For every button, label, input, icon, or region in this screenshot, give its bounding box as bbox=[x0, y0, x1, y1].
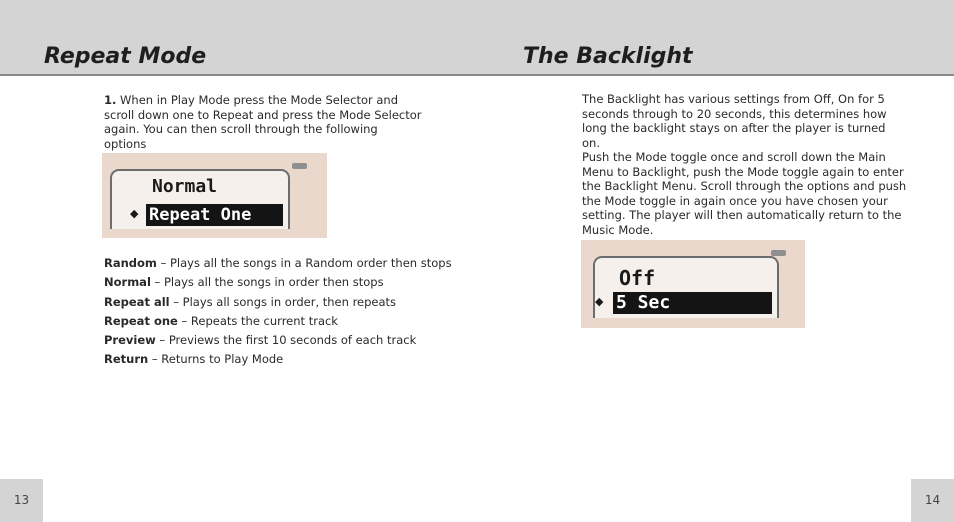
selection-arrow-icon: ◆ bbox=[595, 295, 604, 308]
option-repeat-all: Repeat all – Plays all songs in order, then repeats bbox=[104, 295, 397, 309]
lcd-option-off: Off bbox=[619, 266, 656, 290]
battery-icon bbox=[292, 163, 307, 169]
repeat-mode-title: Repeat Mode bbox=[44, 44, 207, 69]
backlight-lcd-screen bbox=[581, 240, 805, 328]
step-text: When in Play Mode press the Mode Selector and scroll down one to Repeat and press the Mode Selector again. You can then scroll through the following options bbox=[104, 93, 422, 151]
option-preview: Preview – Previews the first 10 seconds of each track bbox=[104, 333, 417, 347]
backlight-intro: The Backlight has various settings from Off, On for 5 seconds through to 20 seconds, this determines how long the backlight stays on after the player is turned on. bbox=[582, 92, 887, 150]
option-normal: Normal – Plays all the songs in order then stops bbox=[104, 275, 384, 289]
option-repeat-one: Repeat one – Repeats the current track bbox=[104, 314, 338, 328]
battery-icon bbox=[771, 250, 786, 256]
backlight-instructions: Push the Mode toggle once and scroll down the Main Menu to Backlight, push the Mode toggle again to enter the Backlight Menu. Scroll through the options and push the Mode toggle in again once you have chosen your setting. The player will then automatically return to the Music Mode. bbox=[582, 150, 907, 237]
page-number-13: 13 bbox=[0, 479, 43, 522]
lcd-option-repeat-one-selected: Repeat One bbox=[146, 204, 283, 226]
backlight-title: The Backlight bbox=[523, 44, 693, 69]
repeat-mode-instructions bbox=[104, 93, 422, 151]
step-number: 1. bbox=[104, 93, 117, 107]
selection-arrow-icon: ◆ bbox=[130, 207, 139, 220]
lcd-option-5-sec-selected: 5 Sec bbox=[613, 292, 772, 314]
page-number-14: 14 bbox=[911, 479, 954, 522]
option-random: Random – Plays all the songs in a Random order then stops bbox=[104, 256, 452, 270]
repeat-lcd-screen bbox=[102, 153, 327, 238]
lcd-option-normal: Normal bbox=[152, 176, 218, 197]
option-return: Return – Returns to Play Mode bbox=[104, 352, 284, 366]
